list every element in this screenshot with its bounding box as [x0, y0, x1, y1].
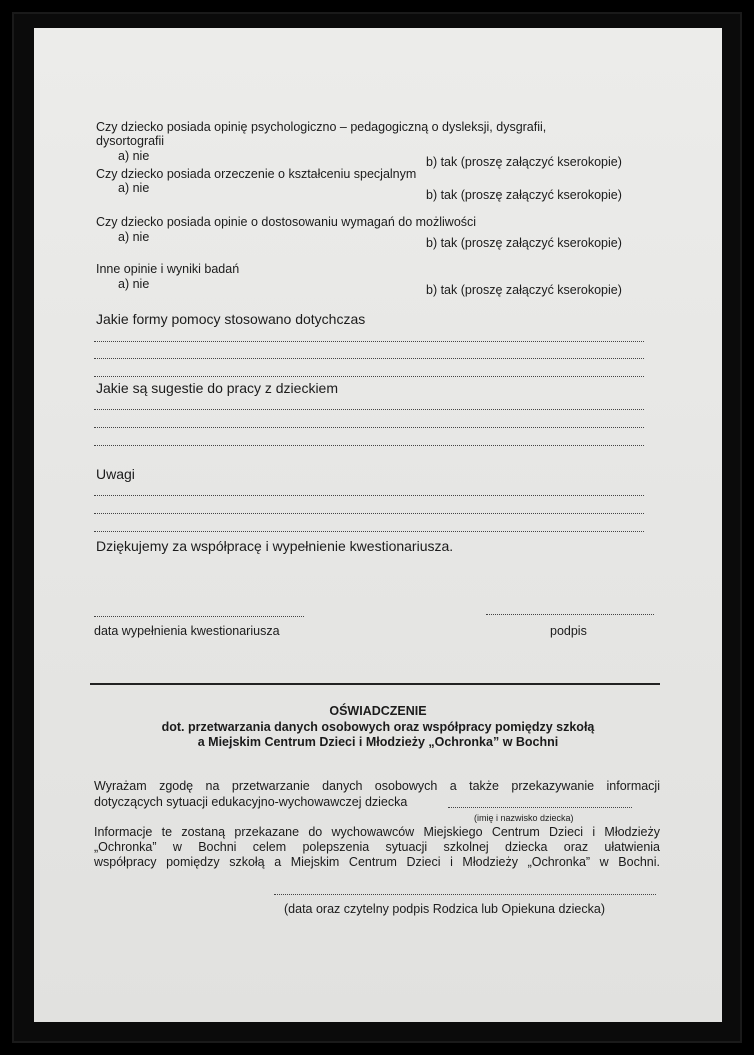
consent-line-2: dotyczących sytuacji edukacyjno-wychowawczej dziecka [94, 795, 408, 809]
thanks-text: Dziękujemy za współpracę i wypełnienie kwestionariusza. [96, 538, 454, 554]
forms-help-line-2[interactable] [94, 358, 644, 359]
remarks-line-3[interactable] [94, 531, 644, 532]
question-1-option-b: b) tak (proszę załączyć kserokopie) [426, 155, 622, 169]
declaration-title: OŚWIADCZENIE [329, 704, 427, 718]
section-divider [90, 683, 660, 685]
child-name-hint: (imię i nazwisko dziecka) [474, 813, 574, 823]
parent-signature-fill-line[interactable] [274, 894, 656, 895]
parent-signature-hint: (data oraz czytelny podpis Rodzica lub Opiekuna dziecka) [284, 902, 606, 916]
question-4-option-a: a) nie [118, 277, 150, 291]
question-3-title: Czy dziecko posiada opinie o dostosowaniu wymagań do możliwości [96, 215, 477, 229]
question-4-option-b: b) tak (proszę załączyć kserokopie) [426, 283, 622, 297]
info-line-3: współpracy pomiędzy szkołą a Miejskim Centrum Dzieci i Młodzieży „Ochronka” w Bochni. [94, 855, 660, 869]
consent-line-1: Wyrażam zgodę na przetwarzanie danych osobowych a także przekazywanie informacji [94, 779, 660, 793]
remarks-line-2[interactable] [94, 513, 644, 514]
suggestions-line-3[interactable] [94, 445, 644, 446]
signature-fill-line[interactable] [486, 614, 654, 615]
child-name-fill-line[interactable] [448, 807, 632, 808]
question-4-title: Inne opinie i wyniki badań [96, 262, 240, 276]
signature-label: podpis [550, 624, 587, 638]
declaration-subtitle-1: dot. przetwarzania danych osobowych oraz współpracy pomiędzy szkołą [161, 720, 595, 734]
question-1-option-a: a) nie [118, 149, 150, 163]
question-2-option-a: a) nie [118, 181, 150, 195]
question-2-title: Czy dziecko posiada orzeczenie o kształceniu specjalnym [96, 167, 417, 181]
document-page [34, 28, 722, 1022]
question-3-option-b: b) tak (proszę załączyć kserokopie) [426, 236, 622, 250]
info-line-1: Informacje te zostaną przekazane do wychowawców Miejskiego Centrum Dzieci i Młodzieży [94, 825, 660, 839]
forms-help-line-3[interactable] [94, 376, 644, 377]
forms-help-line-1[interactable] [94, 341, 644, 342]
question-2-option-b: b) tak (proszę załączyć kserokopie) [426, 188, 622, 202]
suggestions-heading: Jakie są sugestie do pracy z dzieckiem [96, 380, 338, 396]
suggestions-line-1[interactable] [94, 409, 644, 410]
question-1-title: Czy dziecko posiada opinię psychologiczno – pedagogiczną o dysleksji, dysgrafii, [96, 120, 547, 134]
remarks-heading: Uwagi [96, 466, 135, 482]
info-line-2: „Ochronka” w Bochni celem polepszenia sytuacji szkolnej dziecka oraz ułatwienia [94, 840, 660, 854]
date-label: data wypełnienia kwestionariusza [94, 624, 280, 638]
question-1-title-cont: dysortografii [96, 134, 165, 148]
suggestions-line-2[interactable] [94, 427, 644, 428]
remarks-line-1[interactable] [94, 495, 644, 496]
declaration-subtitle-2: a Miejskim Centrum Dzieci i Młodzieży „Ochronka” w Bochni [197, 735, 559, 749]
forms-help-heading: Jakie formy pomocy stosowano dotychczas [96, 311, 366, 327]
question-3-option-a: a) nie [118, 230, 150, 244]
date-fill-line[interactable] [94, 616, 304, 617]
